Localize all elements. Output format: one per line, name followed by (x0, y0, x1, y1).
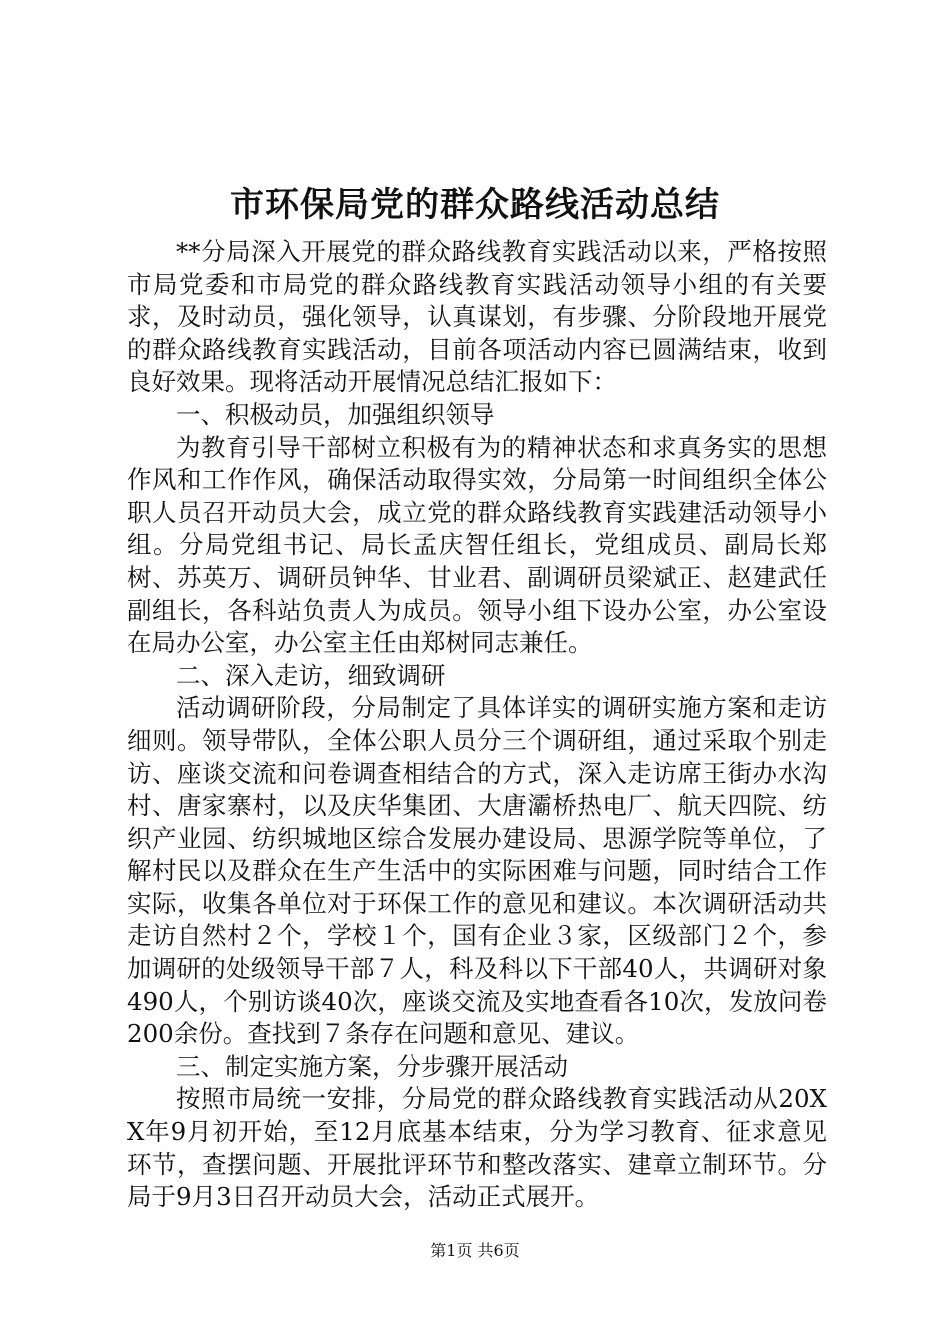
page-number-footer: 第1页 共6页 (430, 1241, 520, 1260)
section-2-paragraph: 活动调研阶段，分局制定了具体详实的调研实施方案和走访细则。领导带队，全体公职人员分三个调研组，通过采取个别走访、座谈交流和问卷调查相结合的方式，深入走访席王街办水沟村、唐家寨村，以及庆华集团、大唐灞桥热电厂、航天四院、纺织产业园、纺织城地区综合发展办建设局、思源学院等单位，了解村民以及群众在生产生活中的实际困难与问题，同时结合工作实际，收集各单位对于环保工作的意见和建议。本次调研活动共走访自然村２个，学校１个，国有企业３家，区级部门２个，参加调研的处级领导干部７人，科及科以下干部40人，共调研对象490人，个别访谈40次，座谈交流及实地查看各10次，发放问卷200余份。查找到７条存在问题和意见、建议。 (127, 693, 827, 1049)
section-heading-3: 三、制定实施方案，分步骤开展活动 (176, 1051, 568, 1081)
section-3-paragraph: 按照市局统一安排，分局党的群众路线教育实践活动从20XX年9月初开始，至12月底基本结束，分为学习教育、征求意见环节，查摆问题、开展批评环节和整改落实、建章立制环节。分局于9月3日召开动员大会，活动正式展开。 (127, 1084, 827, 1212)
section-1-paragraph: 为教育引导干部树立积极有为的精神状态和求真务实的思想作风和工作作风，确保活动取得实效，分局第一时间组织全体公职人员召开动员大会，成立党的群众路线教育实践建活动领导小组。分局党组书记、局长孟庆智任组长，党组成员、副局长郑树、苏英万、调研员钟华、甘业君、副调研员梁斌正、赵建武任副组长，各科站负责人为成员。领导小组下设办公室，办公室设在局办公室，办公室主任由郑树同志兼任。 (127, 432, 827, 658)
intro-paragraph: **分局深入开展党的群众路线教育实践活动以来，严格按照市局党委和市局党的群众路线教育实践活动领导小组的有关要求，及时动员，强化领导，认真谋划，有步骤、分阶段地开展党的群众路线教育实践活动，目前各项活动内容已圆满结束，收到良好效果。现将活动开展情况总结汇报如下： (127, 237, 827, 397)
section-heading-2: 二、深入走访，细致调研 (176, 660, 446, 690)
document-title: 市环保局党的群众路线活动总结 (230, 185, 720, 225)
document-body (127, 236, 827, 1214)
section-heading-1: 一、积极动员，加强组织领导 (176, 399, 495, 429)
